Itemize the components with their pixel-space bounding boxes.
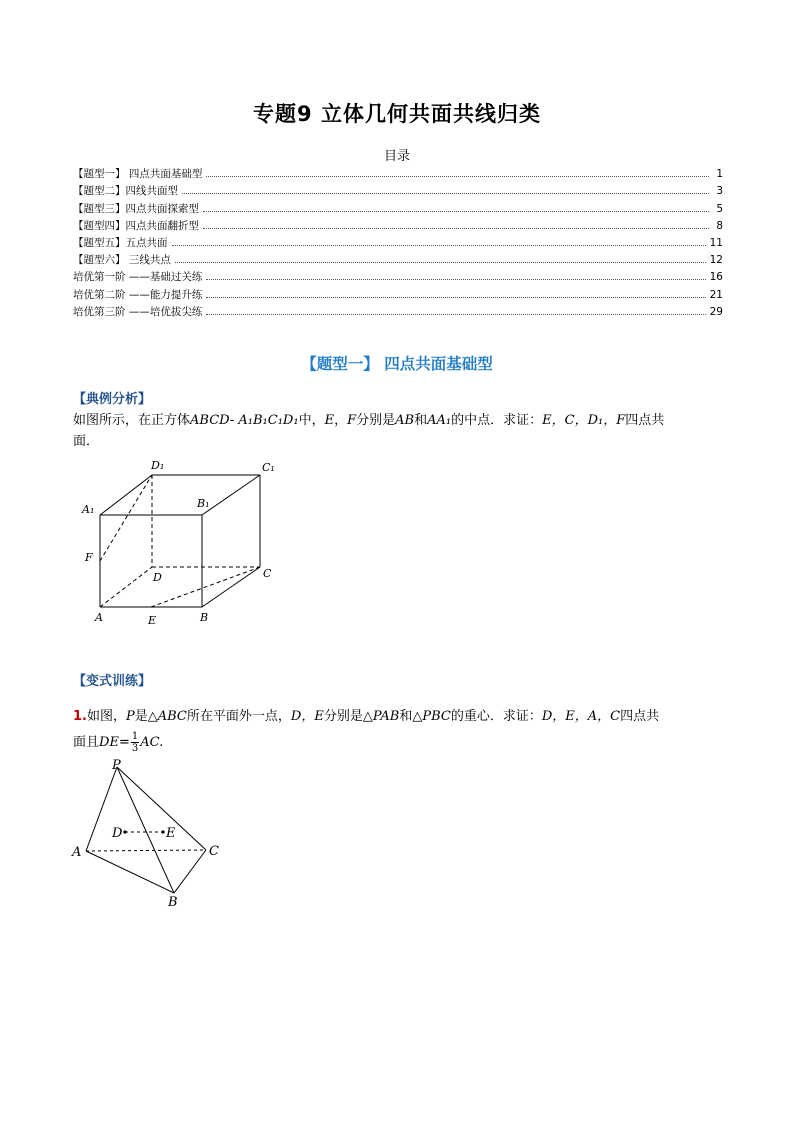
text: 四点共 (620, 709, 660, 724)
text: 四点共 (625, 413, 665, 428)
label-C: C (263, 567, 272, 580)
toc-entry-page: 29 (709, 305, 723, 318)
edge-B1C1 (202, 475, 260, 515)
text: ， (334, 413, 348, 428)
toc-entry[interactable] (73, 266, 723, 283)
label-B1: B₁ (197, 497, 210, 510)
edge-BC (174, 850, 206, 893)
fraction (131, 731, 139, 754)
segment-FD1 (100, 475, 152, 561)
toc-entry[interactable] (73, 215, 723, 232)
toc-entry-label: 【题型一】 四点共面基础型 (73, 168, 203, 181)
toc-leader (203, 227, 709, 229)
text: 所在平面外一点， (186, 709, 291, 724)
toc-entry-page: 8 (716, 219, 723, 232)
math: DE (99, 735, 119, 750)
segment-EC (151, 567, 260, 607)
toc-leader (175, 261, 706, 263)
label-A: A (72, 845, 82, 860)
toc-entry[interactable] (73, 249, 723, 266)
toc-entry-label: 【题型六】 三线共点 (73, 254, 171, 267)
toc-entry-page: 12 (709, 254, 723, 267)
toc-entry-label: 【题型五】五点共面 (73, 236, 168, 249)
label-E: E (148, 614, 157, 627)
toc-leader (206, 313, 705, 315)
text: 如图， (86, 709, 126, 724)
edge-AB (86, 851, 174, 893)
text: 面且 (73, 735, 100, 750)
example-label: 【典例分析】 (73, 392, 152, 407)
toc-entry-label: 培优第二阶 ——能力提升练 (73, 288, 203, 301)
point-D (123, 830, 126, 833)
toc-entry[interactable] (73, 163, 723, 180)
toc-entry-page: 21 (709, 288, 723, 301)
label-C1: C₁ (262, 461, 275, 474)
text: 面． (73, 434, 100, 449)
edge-AC (86, 850, 206, 851)
toc-entry[interactable] (73, 180, 723, 197)
label-F: F (85, 551, 93, 564)
math: D，E (290, 709, 324, 724)
text: 是△ (134, 709, 158, 724)
toc-leader (206, 175, 709, 177)
math: AC. (140, 735, 164, 750)
math: AB (395, 413, 415, 428)
math: A₁B₁C₁D₁ (238, 413, 299, 428)
label-B: B (200, 611, 209, 624)
problem-1-statement (73, 704, 728, 756)
math: F (347, 413, 357, 428)
toc-leader (203, 210, 709, 212)
math: PBC (422, 709, 451, 724)
toc-entry[interactable] (73, 301, 723, 318)
text: - (229, 413, 239, 428)
toc-heading: 目录 (383, 149, 410, 164)
toc-entry-page: 5 (716, 202, 723, 215)
toc-entry[interactable] (73, 283, 723, 300)
text: 和 (414, 413, 428, 428)
text: 和△ (399, 709, 423, 724)
math: E (324, 413, 335, 428)
toc-entry-page: 11 (709, 236, 723, 249)
tetrahedron-figure (68, 755, 228, 910)
table-of-contents (73, 163, 723, 318)
label-B: B (168, 895, 178, 910)
section-title: 【题型一】 四点共面基础型 (301, 355, 493, 373)
math: D，E，A，C (541, 709, 621, 724)
problem-number: 1. (73, 709, 87, 724)
edge-BC (202, 567, 260, 607)
label-D1: D₁ (151, 459, 165, 472)
toc-entry[interactable] (73, 232, 723, 249)
edge-PC (117, 767, 206, 850)
edge-A1D1 (100, 475, 152, 515)
toc-entry-label: 培优第三阶 ——培优拔尖练 (73, 305, 203, 318)
toc-entry-page: 16 (709, 271, 723, 284)
math: P (126, 709, 135, 724)
toc-leader (206, 278, 705, 280)
math: ABC (157, 709, 187, 724)
label-A: A (95, 611, 103, 624)
text: 分别是△ (323, 709, 373, 724)
text: 如图所示，在正方体 (73, 413, 191, 428)
toc-entry-label: 【题型三】四点共面探索型 (73, 202, 199, 215)
label-D: D (112, 826, 123, 841)
text: = (118, 735, 130, 750)
label-D: D (153, 571, 162, 584)
math: ABCD (190, 413, 230, 428)
math: E，C，D₁，F (542, 413, 626, 428)
point-E (161, 830, 164, 833)
fraction-denominator: 3 (131, 743, 139, 754)
toc-entry-label: 【题型四】四点共面翻折型 (73, 219, 199, 232)
toc-leader (182, 192, 709, 194)
toc-entry-label: 【题型二】四线共面型 (73, 185, 178, 198)
label-C: C (209, 844, 219, 859)
toc-entry[interactable] (73, 197, 723, 214)
text: 中， (298, 413, 325, 428)
edge-AD (100, 567, 152, 607)
math: AA₁ (427, 413, 452, 428)
toc-entry-label: 培优第一阶 ——基础过关练 (73, 271, 203, 284)
cube-figure (75, 455, 285, 630)
text: 的中点．求证： (451, 413, 543, 428)
label-P: P (112, 758, 121, 773)
text: 分别是 (356, 413, 396, 428)
variant-label: 【变式训练】 (73, 674, 152, 689)
toc-leader (206, 296, 705, 298)
toc-leader (172, 244, 706, 246)
label-A1: A₁ (82, 503, 95, 516)
text: 的重心．求证： (450, 709, 542, 724)
toc-entry-page: 1 (716, 168, 723, 181)
example-statement (73, 410, 728, 452)
page-title: 专题9 立体几何共面共线归类 (253, 102, 541, 126)
toc-entry-page: 3 (716, 185, 723, 198)
label-E: E (166, 826, 176, 841)
fraction-numerator: 1 (131, 731, 139, 742)
math: PAB (372, 709, 400, 724)
